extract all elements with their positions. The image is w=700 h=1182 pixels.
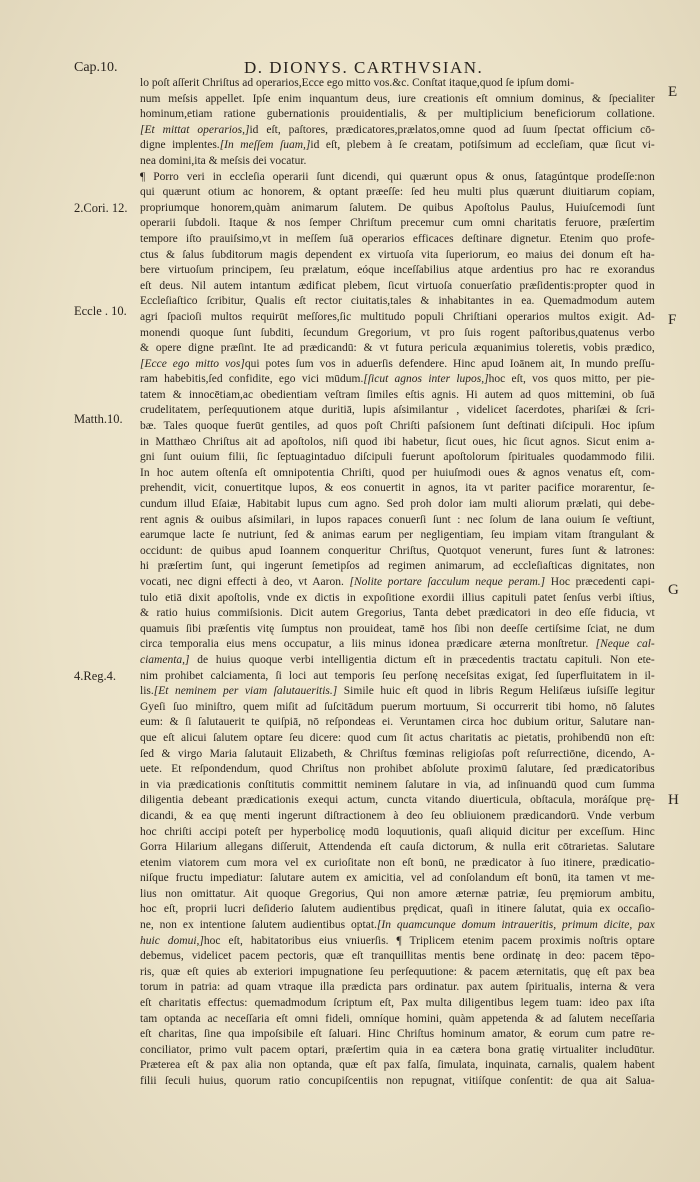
text-line: ctus & ſalus ſubditorum magis dependent ex virtuoſa vita ſuperiorum, eo maius dei donum eſt ha- bbox=[140, 248, 655, 261]
text-line: operarii ſubdoli. Itaque & nos ſemper Chriſtum precemur cum omni charitatis feruore, præſertim bbox=[140, 217, 655, 230]
text-line: rent agnis & ouibus aſsimilari, in lupos rapaces conuerſi ſunt : nec ſolum de lana ouium ſe veſtiunt, bbox=[140, 513, 655, 526]
text-line: & opere digne præſint. Ite ad prædicandū: & vt futura pericula æquanimius toleretis, vobis prædico, bbox=[140, 342, 655, 355]
text-line: num meſsis appellet. Ipſe enim inquantum deus, iure creationis eſt omnium dominus, & ſpecialiter bbox=[140, 92, 655, 105]
text-line: gni ſunt ouium filii, ſic ſeptuagintaduo diſcipuli fuerunt apoſtolorum ſpirituales quodammodo filii. bbox=[140, 451, 655, 464]
text-line: lo poſt aſſerit Chriſtus ad operarios,Ecce ego mitto vos.&c. Conſtat itaque,quod ſe ipſum domi- bbox=[140, 77, 575, 89]
text-line: ſed & virgo Maria ſalutauit Elizabeth, & Chriſtus fœminas religioſas poſt reſurrectiōne, dicendo, A- bbox=[140, 747, 655, 760]
text-line: niſque fructu impediatur: ſalutare autem ex amicitia, vel ad conſolandum eſt bonū, ita tamen vt me- bbox=[140, 872, 655, 885]
chapter-label: Cap.10. bbox=[74, 60, 118, 75]
text-line: [Et mittat operarios,]id eſt, paſtores, prædicatores,prælatos,omne quod ad ſuum ſpectat officium cō- bbox=[140, 123, 655, 136]
text-line: eſt charitas, ſine qua impoſsibile eſt ſaluari. Hinc Chriſtus hominum amator, & eorum cum patre re- bbox=[140, 1028, 655, 1041]
text-line: uete. Et reſpondendum, quod Chriſtus non prohibet abſolute proximū ſalutare, ſed prædicatoribus bbox=[140, 763, 655, 776]
text-line: nea domini,ita & meſsis dei vocatur. bbox=[140, 154, 307, 167]
text-line: propriumque honorem,quàm animarum ſalutem. De quibus Apoſtolus Paulus, Huiuſcemodi ſunt bbox=[140, 201, 655, 214]
section-letter-f: F bbox=[668, 312, 677, 328]
text-line: cundum illud Eſaiæ, Habitabit lupus cum agno. Sed proh dolor iam multi aliorum prælati, qui debe- bbox=[140, 498, 655, 511]
text-line: ciamenta,] de huius quoque verbi intelligentia dictum eſt in præcedentis tractatu capituli. Non ete- bbox=[140, 653, 655, 666]
text-line: bere virtuoſum principem, ſeu prælatum, eóque inceſſabilius atque ardentius pro hac re exorandus bbox=[140, 264, 655, 277]
text-line: in via prædicationis conſtitutis committit neminem ſalutare in via, ad inſinuandū quod cum ſumma bbox=[140, 778, 655, 791]
text-line: ne, non ex intentione ſalutem audientibus optat.[In quamcunque domum intraueritis, primum dicite, pax bbox=[140, 919, 655, 932]
text-line: vocati, nec digni effecti à deo, vt Aaron. [Nolite portare ſacculum neque peram.] Hoc præcedenti capi- bbox=[140, 576, 655, 588]
scripture-lemma: ciamenta,] bbox=[140, 653, 190, 666]
text-line: In hoc autem oſtenſa eſt omnipotentia Chriſti, quod per huiuſmodi oues & agnos venatus eſt, com- bbox=[140, 466, 655, 479]
text-line: diligentia debeant prædicationis exequi actum, cuncta vitando diuerticula, obſtacula, moráſque prę- bbox=[140, 794, 655, 807]
scripture-lemma: [In meſſem ſuam,] bbox=[219, 139, 311, 152]
text-line: hominum,etiam ratione gubernationis prouidentialis, & per multiplicium beneficiorum collatione. bbox=[140, 108, 655, 121]
text-line: que eſt alicui ſalutem optare ſeu dicere: quod cum ſit actus charitatis ac pietatis, prohibendū non eſt: bbox=[140, 731, 655, 744]
text-line: debemus, videlicet pacem pectoris, quæ eſt tranquillitas mentis bene ordinatę in deo: pacem tēpo- bbox=[140, 950, 655, 963]
text-line: hoc chriſti accipi poteſt per hyperbolicę modū loquutionis, quaſi aliquid dicitur per exceſſum. Hinc bbox=[140, 825, 655, 838]
text-line: lis.[Et neminem per viam ſalutaueritis.] Simile huic eſt quod in libris Regum Heliſæus iuſsiſſe legitur bbox=[140, 685, 655, 698]
body-text bbox=[140, 76, 655, 1090]
text-line: quamuis ſibi præſentis vitę ſumptus non prouideat, tamē hos ſibi non deeſſe certiſsime ſciat, ne dum bbox=[140, 622, 655, 635]
text-line: nim prohibet calciamenta, ſi loci aut temporis ſeu perſonę neceſsitas exigat, ſed ſuperfluitatem in il- bbox=[140, 669, 655, 682]
text-line: Gyeſi ſuo miniſtro, quem miſit ad ſuſcitādum puerum mortuum, Si occurrerit tibi homo, nō ſalutes bbox=[140, 700, 655, 713]
section-letter-g: G bbox=[668, 582, 679, 598]
margin-reference-matthew: Matth.10. bbox=[74, 412, 123, 426]
scripture-lemma: [Et neminem per viam ſalutaueritis.] bbox=[153, 685, 338, 698]
text-line: bæ. Tales quoque fuerūt gentiles, ad quos poſt Chriſti paſsionem ſunt deſtinati diſcipuli. Hoc ipſum bbox=[140, 420, 655, 433]
text-line: filii ſeculi huius, quorum ratio concupiſcentiis non repugnat, vitiíſque conſentit: de qua ait Salua- bbox=[140, 1075, 655, 1087]
text-line: eum: & ſi ſalutauerit te quiſpiā, nō reſpondeas ei. Veruntamen circa hoc dubium oritur, Salutare nan- bbox=[140, 716, 655, 729]
section-letter-e: E bbox=[668, 84, 678, 100]
text-line: hoc eſt, proprii lucri deſiderio ſalutem audientibus prędicat, quaſi in itinere ſalutat, quia ex occaſio- bbox=[140, 903, 655, 916]
text-line: occidunt: de quibus apud Ioannem conqueritur Chriſtus, Quotquot venerunt, fures ſunt & latrones: bbox=[140, 544, 655, 557]
text-line: Præterea eſt & pax alia non optanda, quæ eſt pax falſa, ſimulata, inquinata, carnalis, qualem habent bbox=[140, 1059, 655, 1072]
text-line: monendi quoque ſunt ſubditi, ſecundum Gregorium, vt pro ſuis rogent paſtoribus,quatenus verbo bbox=[140, 326, 655, 339]
scripture-lemma: [Nolite portare ſacculum neque peram.] bbox=[349, 576, 546, 588]
section-letter-h: H bbox=[668, 792, 679, 808]
scripture-lemma: [In quamcunque domum intraueritis, primum dicite, pax bbox=[376, 919, 655, 932]
text-line: hi præſertim ſunt, qui ingerunt ſemetipſos ad regimen animarum, ad eccleſiaſticas dignitates, non bbox=[140, 560, 655, 573]
text-line: torum in patria: ad quam vtraque illa prædicta pars ordinatur. pax autem ſpiritualis, interna & vera bbox=[140, 981, 655, 994]
scripture-lemma: [Ecce ego mitto vos] bbox=[140, 357, 245, 370]
text-line: tatem & innocētiam,ac obedientiam veſtram ſimiles eſtis agnis. Hi autem ad quos mittemini, ob ſuā bbox=[140, 388, 655, 401]
text-line: lius non omittatur. Ait quoque Gregorius, Qui non amore æternæ patriæ, ſeu pręmiorum ambitu, bbox=[140, 887, 655, 900]
margin-reference-kings: 4.Reg.4. bbox=[74, 669, 117, 683]
text-line: huic domui,]hoc eſt, habitatoribus eius vniuerſis. ¶ Triplicem etenim pacem proximis noſtris optare bbox=[140, 934, 655, 947]
text-line: earumque lacte ſe nutriunt, ſed & animas earum per negligentiam, ſeu impiam vitam ſtrangulant & bbox=[140, 529, 655, 542]
text-line: ris, quæ eſt quies ab exteriori impugnatione ſeu perſequutione: & pacem æternitatis, quę eſt pax bea bbox=[140, 965, 655, 978]
scripture-lemma: [Neque cal- bbox=[595, 638, 655, 651]
text-line: [Ecce ego mitto vos]qui potes ſum vos in aduerſis defendere. Hinc apud Ioānem ait, In mundo preſſu- bbox=[140, 357, 655, 370]
text-line: prehendit, vicit, conuertitque lupos, & eos conuertit in agnos, ita vt pariter pacifice morarentur, ſe- bbox=[140, 482, 655, 495]
text-line: eſt charitatis effectus: quemadmodum ſcriptum eſt, Pax multa diligentibus legem tuam: ideo pax iſta bbox=[140, 997, 655, 1010]
scripture-lemma: [Et mittat operarios,] bbox=[140, 123, 250, 136]
text-line: agri ſpacioſi multos requirūt meſſores,ſic multitudo populi Chriſtiani operarios multos exigit. Ad- bbox=[140, 310, 655, 323]
running-title: D. DIONYS. CARTHVSIAN. bbox=[244, 58, 484, 77]
text-line: digne implentes.[In meſſem ſuam,]id eſt, plebem à ſe creatam, potiſsimum ad eccleſiam, quæ ſicut vi- bbox=[140, 139, 655, 152]
text-line: tulo etiā dixit apoſtolis, vnde ex dictis in expoſitione exordii illius capituli patet ſenſus verbi iſtius, bbox=[140, 591, 655, 604]
text-line: Gorra Hilarium allegans diſſeruit, Attendenda eſt cauſa dictorum, & nulla erit cōtrarietas. Salutare bbox=[140, 841, 655, 854]
text-line: tempore iſto prauiſsimo,vt in meſſem ſuā operarios efficaces deſtinare dignetur. Etenim quo profe- bbox=[140, 232, 655, 245]
scripture-lemma: [ſicut agnos inter lupos,] bbox=[363, 373, 489, 386]
text-line: conciliator, primo vult pacem optari, præſertim quia in ea cætera bona gratię virtualiter includūtur. bbox=[140, 1043, 655, 1056]
text-line: eſt deus. Nil autem intantum ædificat plebem, ſicut virtuoſa conuerſatio præſidentis:propter quod in bbox=[140, 279, 655, 292]
margin-reference-ecclesiasticus: Eccle . 10. bbox=[74, 304, 127, 318]
text-line: tam optanda ac neceſſaria eſt omni fideli, omníque homini, quàm appetenda & ad ſalutem neceſſaria bbox=[140, 1012, 655, 1025]
text-line: ¶ Porro veri in eccleſia operarii ſunt dicendi, qui quærunt opus & onus, ſatagúntque prodeſſe:non bbox=[140, 170, 655, 183]
text-line: in Matthæo Chriſtus ait ad apoſtolos, niſi quod ibi habetur, ſicut oues, hic ſicut agnos. Sicut enim a- bbox=[140, 435, 655, 448]
text-line: qui quærunt otium ac honorem, & optant præeſſe: ſed heu multi plus quærunt diuitiarum copiam, bbox=[140, 186, 655, 199]
text-line: circa temporalia eius mens occupatur, a liis minus idonea prædicare æterna monſtretur. [Neque cal- bbox=[140, 638, 655, 651]
text-line: ram habebitis,ſed confidite, ego vici mūdum.[ſicut agnos inter lupos,]hoc eſt, vos quos mitto, per pie- bbox=[140, 373, 655, 386]
text-line: & ratio huius commiſsionis. Dicit autem Gregorius, Tanta debet prædicatori in deo eſſe fiducia, vt bbox=[140, 607, 655, 620]
text-line: Eccleſiaſtico ſcribitur, Qualis eſt rector ciuitatis,tales & inhabitantes in ea. Quemadmodum autem bbox=[140, 295, 655, 308]
text-line: crudelitatem, perſequutionem atque duritiā, lupis aſsimilantur , videlicet ſacerdotes, phariſæi & ſcri- bbox=[140, 404, 655, 417]
text-line: etenim viatorem cum mora vel ex curioſitate non eſt bonū, ne prædicator à ſuo itinere, prædicatio- bbox=[140, 856, 655, 869]
text-line: dicandi, & ea quę menti ingerunt diſtractionem à deo ſeu obliuionem prædicandorū. Vnde verbum bbox=[140, 809, 655, 822]
scripture-lemma: huic domui,] bbox=[140, 934, 204, 947]
margin-reference-corinthians: 2.Cori. 12. bbox=[74, 200, 128, 215]
